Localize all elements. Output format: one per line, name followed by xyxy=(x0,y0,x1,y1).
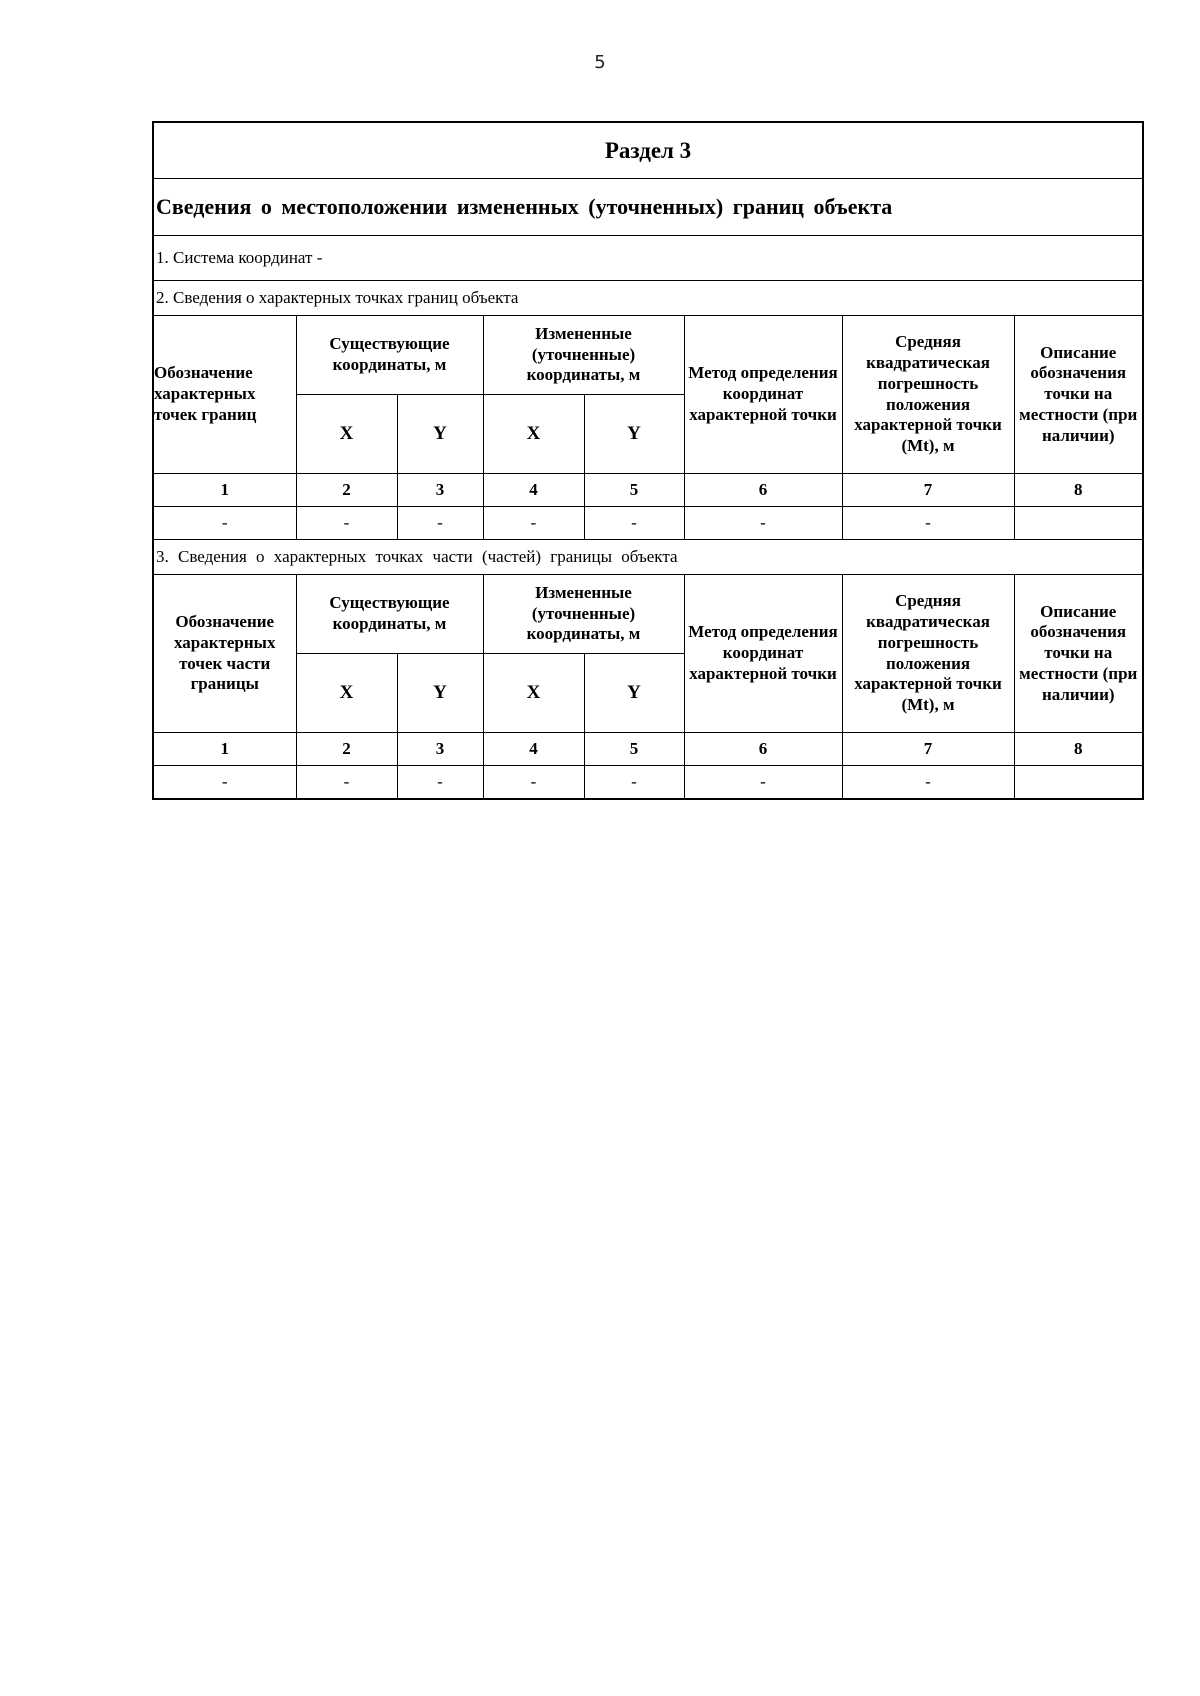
section-title: Раздел 3 xyxy=(153,122,1143,179)
table2-header-existing-coordinates: Существующие координаты, м xyxy=(296,575,483,654)
column-number: 7 xyxy=(842,733,1014,766)
table-cell: - xyxy=(397,766,483,800)
coordinate-system-line: 1. Система координат - xyxy=(153,236,1143,281)
table2-header-x-changed: X xyxy=(483,654,584,733)
table1-header-description: Описание обозначения точки на местности (при наличии) xyxy=(1014,316,1143,474)
column-number: 1 xyxy=(153,474,296,507)
table2-caption: 3. Сведения о характерных точках части (частей) границы объекта xyxy=(153,540,1143,575)
column-number: 4 xyxy=(483,733,584,766)
column-number: 6 xyxy=(684,474,842,507)
table2-header-x-existing: X xyxy=(296,654,397,733)
table2-header-y-changed: Y xyxy=(584,654,684,733)
table1-header-x-changed: X xyxy=(483,395,584,474)
table1-caption: 2. Сведения о характерных точках границ объекта xyxy=(153,281,1143,316)
column-number: 1 xyxy=(153,733,296,766)
table1-header-existing-coordinates: Существующие координаты, м xyxy=(296,316,483,395)
column-number: 8 xyxy=(1014,474,1143,507)
table-cell: - xyxy=(153,766,296,800)
column-number: 3 xyxy=(397,733,483,766)
table1-header-x-existing: X xyxy=(296,395,397,474)
table-cell: - xyxy=(584,766,684,800)
table1-header-y-existing: Y xyxy=(397,395,483,474)
column-number: 2 xyxy=(296,474,397,507)
column-number: 5 xyxy=(584,733,684,766)
column-number: 7 xyxy=(842,474,1014,507)
table-cell: - xyxy=(397,507,483,540)
section-3-table xyxy=(152,121,1144,800)
table2-header-error: Средняя квадратическая погрешность положения характерной точки (Mt), м xyxy=(842,575,1014,733)
column-number: 5 xyxy=(584,474,684,507)
table1-header-point-designation: Обозначение характерных точек границ xyxy=(153,316,296,474)
column-number: 4 xyxy=(483,474,584,507)
table1-column-numbers xyxy=(153,474,1143,507)
table1-header-error: Средняя квадратическая погрешность положения характерной точки (Mt), м xyxy=(842,316,1014,474)
table-row xyxy=(153,507,1143,540)
table-cell: - xyxy=(684,766,842,800)
column-number: 8 xyxy=(1014,733,1143,766)
table-cell: - xyxy=(842,766,1014,800)
table1-header-y-changed: Y xyxy=(584,395,684,474)
table1-header-changed-coordinates: Измененные (уточненные) координаты, м xyxy=(483,316,684,395)
table-cell xyxy=(1014,507,1143,540)
table2-header-changed-coordinates: Измененные (уточненные) координаты, м xyxy=(483,575,684,654)
table-cell: - xyxy=(483,507,584,540)
table-cell: - xyxy=(684,507,842,540)
table-cell: - xyxy=(584,507,684,540)
table-cell: - xyxy=(296,507,397,540)
table2-column-numbers xyxy=(153,733,1143,766)
table1-header-method: Метод определения координат характерной точки xyxy=(684,316,842,474)
section-subtitle: Сведения о местоположении измененных (уточненных) границ объекта xyxy=(153,179,1143,236)
table-cell xyxy=(1014,766,1143,800)
table2-header-point-designation: Обозначение характерных точек части границы xyxy=(153,575,296,733)
table-cell: - xyxy=(296,766,397,800)
table2-header-method: Метод определения координат характерной точки xyxy=(684,575,842,733)
table2-header-description: Описание обозначения точки на местности (при наличии) xyxy=(1014,575,1143,733)
table-cell: - xyxy=(153,507,296,540)
table2-header-y-existing: Y xyxy=(397,654,483,733)
column-number: 6 xyxy=(684,733,842,766)
table-cell: - xyxy=(483,766,584,800)
table-row xyxy=(153,766,1143,800)
column-number: 3 xyxy=(397,474,483,507)
table-cell: - xyxy=(842,507,1014,540)
column-number: 2 xyxy=(296,733,397,766)
page-number: 5 xyxy=(594,52,606,73)
